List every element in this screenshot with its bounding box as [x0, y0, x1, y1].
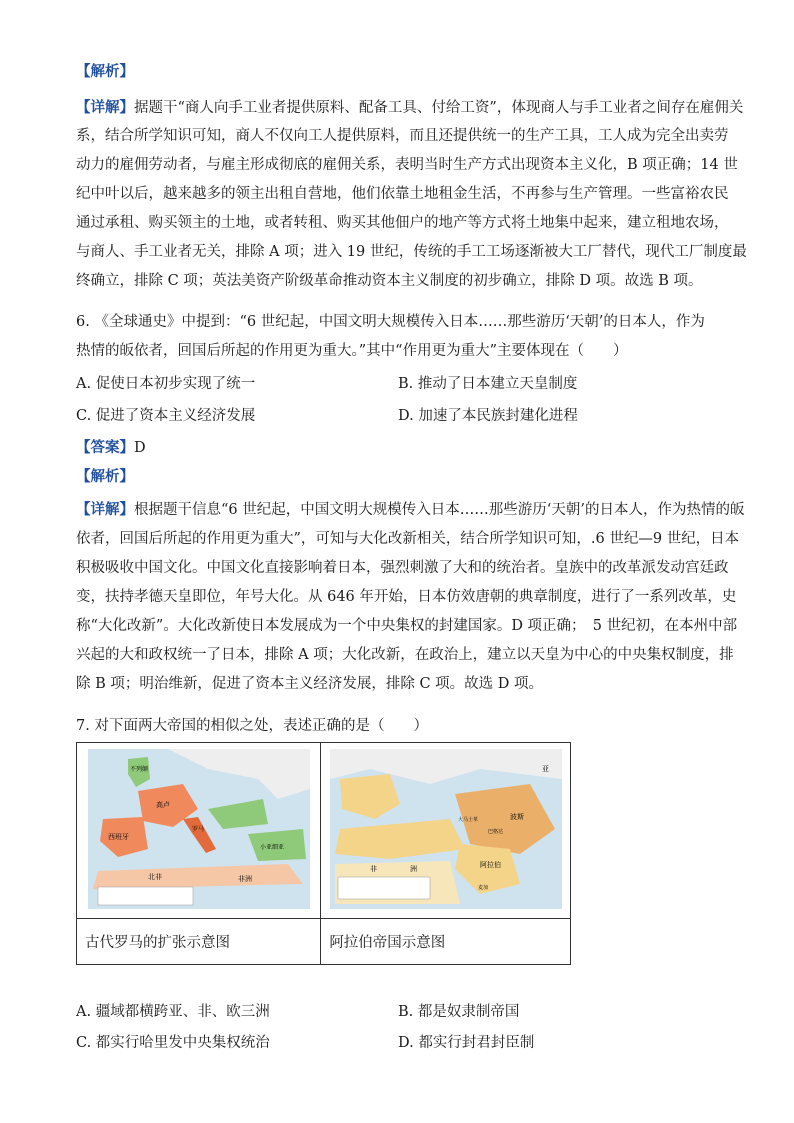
q7-option-c: C. 都实行哈里发中央集权统治	[76, 1035, 270, 1051]
para1-line-7: 终确立，排除 C 项；英法美资产阶级革命推动资本主义制度的初步确立，排除 D 项。故选 B 项。	[76, 273, 703, 289]
q6-detail-line-3: 积极吸收中国文化。中国文化直接影响着日本，强烈刺激了大和的统治者。皇族中的改革派发动宫廷政	[76, 560, 729, 576]
rome-label-britain: 不列颠	[129, 765, 148, 773]
q6-stem-line-2: 热情的皈依者，回国后所起的作用更为重大。”其中“作用更为重大”主要体现在（ ）	[76, 343, 628, 359]
map-cell-rome	[77, 743, 321, 919]
arab-empire-map	[330, 749, 562, 909]
q7-stem: 7. 对下面两大帝国的相似之处，表述正确的是（ ）	[76, 718, 428, 734]
q6-analysis-label: 【解析】	[76, 468, 134, 485]
arab-label-africa-2: 洲	[409, 864, 417, 873]
arab-label-asia: 亚	[541, 764, 549, 773]
detail-label: 【详解】	[76, 99, 134, 116]
map-cell-arab	[321, 743, 571, 919]
q6-option-c: C. 促进了资本主义经济发展	[76, 408, 256, 424]
para1-line-6: 与商人、手工业者无关，排除 A 项；进入 19 世纪，传统的手工工场逐渐被大工厂替代，现代工厂制度最	[76, 244, 747, 260]
q7-option-a: A. 疆域都横跨亚、非、欧三洲	[76, 1004, 270, 1020]
map1-caption: 古代罗马的扩张示意图	[77, 919, 321, 965]
para1-line-4: 纪中叶以后，越来越多的领主出租自营地，他们依靠土地租金生活，不再参与生产管理。一些富裕农民	[76, 186, 729, 202]
rome-expansion-map	[88, 749, 310, 909]
para1-line-3: 动力的雇佣劳动者，与雇主形成彻底的雇佣关系，表明当时生产方式出现资本主义化，B 项正确；14 世	[76, 157, 738, 173]
q6-option-b: B. 推动了日本建立天皇制度	[398, 376, 578, 392]
answer-label: 【答案】	[76, 439, 134, 456]
rome-label-north-africa: 北非	[147, 872, 162, 881]
q6-detail-line-5: 称“大化改新”。大化改新使日本发展成为一个中央集权的封建国家。D 项正确； 5 世纪初，在本州中部	[76, 618, 738, 634]
para1-line-2: 系，结合所学知识可知，商人不仅向工人提供原料，而且还提供统一的生产工具，工人成为完全出卖劳	[76, 128, 729, 144]
rome-label-gaul: 高卢	[155, 800, 170, 809]
arab-label-mecca: 麦加	[477, 884, 488, 891]
rome-label-asia-minor: 小亚细亚	[259, 843, 284, 851]
rome-map-legend	[98, 887, 193, 905]
q6-answer-line	[76, 438, 146, 458]
answer-value: D	[134, 440, 146, 456]
q6-detail-line-4: 变，扶持孝德天皇即位，年号大化。从 646 年开始，日本仿效唐朝的典章制度，进行了一系列改革，史	[76, 589, 737, 605]
arab-label-damascus: 大马士革	[457, 816, 478, 823]
para1-line-1	[76, 98, 743, 118]
analysis-label: 【解析】	[76, 63, 134, 80]
arab-label-persia: 波斯	[509, 812, 524, 821]
arab-label-arabia: 阿拉伯	[479, 860, 501, 869]
map-table	[76, 742, 571, 965]
q6-detail-label: 【详解】	[76, 501, 134, 518]
q6-option-d: D. 加速了本民族封建化进程	[398, 408, 578, 424]
q6-option-a: A. 促使日本初步实现了统一	[76, 376, 256, 392]
arab-map-legend	[338, 877, 430, 899]
q7-option-b: B. 都是奴隶制帝国	[398, 1004, 520, 1020]
arab-label-africa-1: 非	[369, 864, 377, 873]
q7-option-d: D. 都实行封君封臣制	[398, 1035, 535, 1051]
arab-label-baghdad: 巴格达	[487, 828, 503, 835]
para1-text-1: 据题干“商人向手工业者提供原料、配备工具、付给工资”，体现商人与手工业者之间存在雇佣关	[134, 100, 744, 116]
q6-detail-line-6: 兴起的大和政权统一了日本，排除 A 项；大化改新，在政治上，建立以天皇为中心的中央集权制度，排	[76, 647, 734, 663]
q6-detail-line-7: 除 B 项；明治维新，促进了资本主义经济发展，排除 C 项。故选 D 项。	[76, 676, 544, 692]
q6-detail-line-1	[76, 500, 744, 520]
q6-stem-line-1: 6. 《全球通史》中提到：“6 世纪起，中国文明大规模传入日本……那些游历‘天朝’的日本人，作为	[76, 314, 705, 330]
q6-detail-line-2: 依者，回国后所起的作用更为重大”，可知与大化改新相关，结合所学知识可知，.6 世纪—9 世纪，日本	[76, 531, 740, 547]
para1-line-5: 通过承租、购买领主的土地，或者转租、购买其他佃户的地产等方式将土地集中起来，建立租地农场，	[76, 215, 729, 231]
map2-caption: 阿拉伯帝国示意图	[321, 919, 571, 965]
rome-label-africa: 非洲	[237, 874, 252, 883]
rome-label-rome: 罗马	[191, 825, 204, 833]
q6-detail-text-1: 根据题干信息“6 世纪起，中国文明大规模传入日本……那些游历‘天朝’的日本人，作为热情的皈	[134, 502, 745, 518]
rome-label-spain: 西班牙	[107, 832, 129, 841]
